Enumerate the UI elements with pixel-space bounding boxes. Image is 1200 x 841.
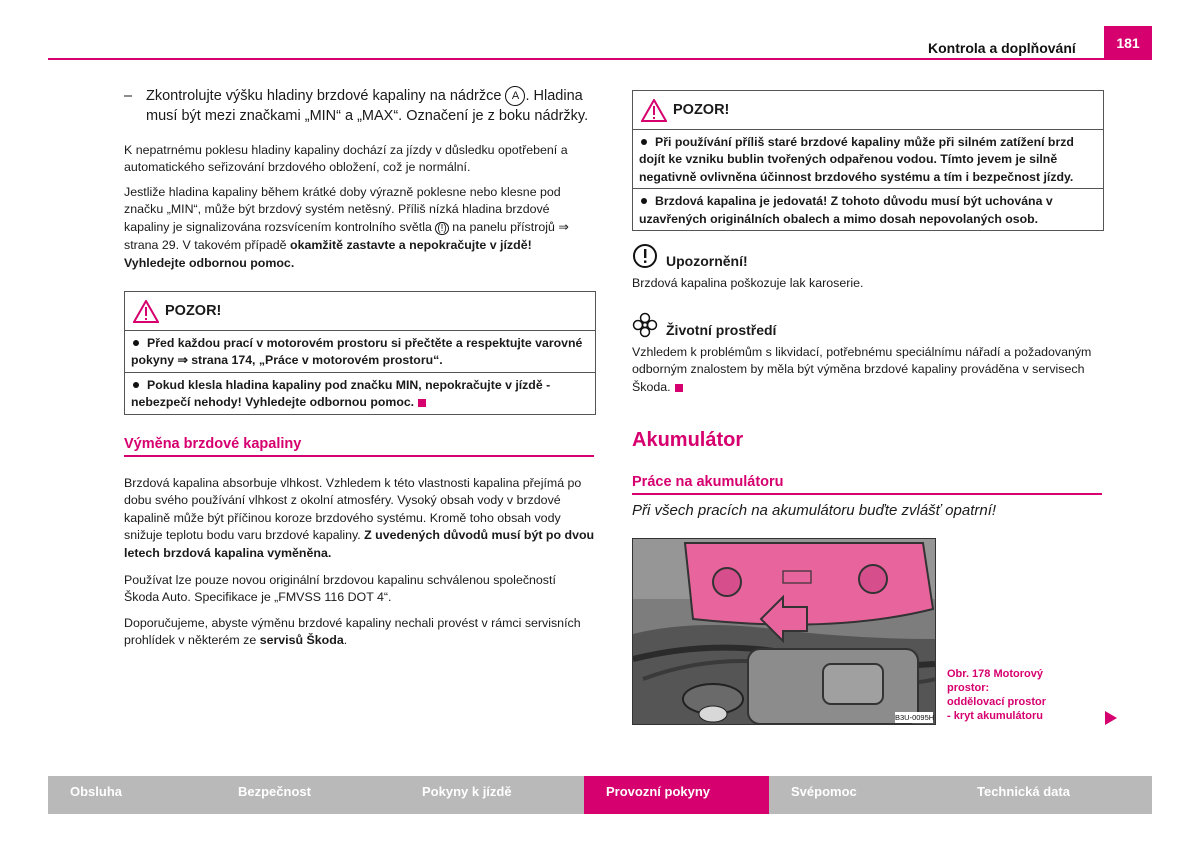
warning-title: POZOR! — [673, 102, 730, 118]
paragraph: K nepatrnému poklesu hladiny kapaliny dochází za jízdy v důsledku opotřebení a automatického seřizování brzdového obložení, což je normální. — [124, 143, 568, 175]
marker-a-icon: A — [505, 86, 525, 106]
header-rule — [48, 58, 1152, 60]
tab-provozni-pokyny[interactable]: Provozní pokyny — [584, 776, 784, 814]
paragraph: Brzdová kapalina absorbuje vlhkost. Vzhledem k této vlastnosti kapalina přejímá po dobu svého používání vlhkost z okolní atmosféry. Vysoký obsah vody v brzdové kapalině může být příčinou koroze brzdového systému. Kromě toho obsah vody snižuje teplotu bodu varu brzdové kapaliny. Z uvedených důvodů musí být po dvou letech brzdová kapalina vyměněna. — [124, 476, 595, 560]
paragraph: Používat lze pouze novou originální brzdovou kapalinu schválenou společností Škoda Auto. Specifikace je „FMVSS 116 DOT 4“. — [124, 573, 556, 605]
environment-heading — [632, 312, 776, 338]
italic-lead: Při všech pracích na akumulátoru buďte zvlášť opatrní! — [632, 502, 997, 519]
section-title: Výměna brzdové kapaliny — [124, 436, 302, 452]
arrow-icon: ⇒ — [558, 219, 569, 234]
warning-title: POZOR! — [165, 303, 222, 319]
warning-item: Pokud klesla hladina kapaliny pod značku MIN, nepokračujte v jízdě - nebezpečí nehody! Vyhledejte odbornou pomoc. — [131, 377, 551, 410]
dash-item — [124, 86, 594, 126]
section-rule — [632, 493, 1102, 495]
bullet-icon — [641, 139, 647, 145]
warning-box — [632, 90, 1104, 231]
warning-header — [633, 91, 1103, 130]
paragraph: Jestliže hladina kapaliny během krátké doby výrazně poklesne nebo klesne pod značku „MIN“, může být brzdový systém netěsný. Příliš nízká hladina brzdové kapaliny je signalizována rozsvícením kontrolního světla (!) na panelu přístrojů ⇒ strana 29. V takovém případě okamžitě zastavte a nepokračujte v jízdě! Vyhledejte odbornou pomoc. — [124, 185, 569, 270]
section-title: Práce na akumulátoru — [632, 474, 784, 490]
warning-triangle-icon — [133, 300, 159, 323]
figure-code: B3U-0095H — [895, 713, 935, 722]
engine-bay-illustration — [633, 539, 935, 724]
paragraph: Doporučujeme, abyste výměnu brzdové kapaliny nechali provést v rámci servisních prohlídek v některém ze servisů Škoda. — [124, 616, 581, 648]
notice-heading — [632, 243, 748, 269]
dash-marker: – — [124, 88, 133, 104]
page-number: 181 — [1104, 26, 1152, 60]
notice-text: Brzdová kapalina poškozuje lak karoserie. — [632, 276, 864, 290]
dash-text: Zkontrolujte výšku hladiny brzdové kapaliny na nádržce — [146, 88, 502, 104]
battery-figure — [632, 538, 936, 725]
figure-caption: Obr. 178 Motorový prostor: oddělovací prostor - kryt akumulátoru — [947, 668, 1047, 722]
tab-pokyny-k-jizde[interactable]: Pokyny k jízdě — [400, 776, 597, 814]
bullet-icon — [641, 198, 647, 204]
end-square-icon — [418, 399, 426, 407]
warning-light-icon: (!) — [437, 222, 447, 234]
notice-title: Upozornění! — [666, 253, 748, 269]
environment-text: Vzhledem k problémům s likvidací, potřebnému speciálnímu nářadí a požadovaným odborným znalostem by měla být výměna brzdové kapaliny prováděna v servisech Škoda. — [632, 345, 1092, 394]
section-rule — [124, 455, 594, 457]
warning-item: Před každou prací v motorovém prostoru si přečtěte a respektujte varovné pokyny ⇒ strana 174, „Práce v motorovém prostoru“. — [125, 331, 595, 373]
flower-icon — [632, 312, 658, 338]
tab-svepomoc[interactable]: Svépomoc — [769, 776, 968, 814]
exclamation-circle-icon — [632, 243, 658, 269]
chapter-heading: Akumulátor — [632, 429, 744, 451]
tab-bezpecnost[interactable]: Bezpečnost — [216, 776, 414, 814]
next-page-arrow-icon[interactable] — [1105, 711, 1117, 725]
warning-item: Brzdová kapalina je jedovatá! Z tohoto důvodu musí být uchována v uzavřených originálních obalech a mimo dosah nepovolaných osob. — [639, 194, 1053, 226]
bullet-icon — [133, 382, 139, 388]
end-square-icon — [675, 384, 683, 392]
warning-box — [124, 291, 596, 415]
tab-technicka-data[interactable]: Technická data — [955, 776, 1152, 814]
tab-obsluha[interactable]: Obsluha — [48, 776, 230, 814]
warning-item: Při používání příliš staré brzdové kapaliny může při silném zatížení brzd dojít ke vzniku bublin tvořených odpařenou vodou. Tímto jevem je silně negativně ovlivněna účinnost brzdového systému a tím i bezpečnost jízdy. — [633, 130, 1103, 189]
bullet-icon — [133, 340, 139, 346]
running-header-title: Kontrola a doplňování — [928, 40, 1076, 56]
dash-text-after: . Hladina musí být mezi značkami „MIN“ a „MAX“. Označení je z boku nádržky. — [146, 88, 589, 125]
warning-triangle-icon — [641, 99, 667, 122]
warning-header — [125, 292, 595, 331]
environment-title: Životní prostředí — [666, 322, 777, 338]
